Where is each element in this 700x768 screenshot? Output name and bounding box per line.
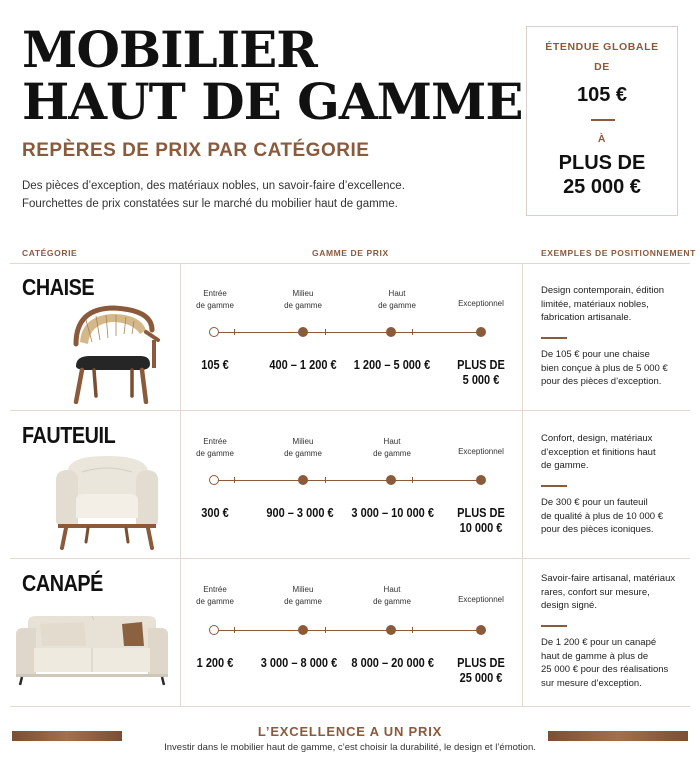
scale-tick [412,627,413,633]
scale-dot-entry [209,625,219,635]
range-min: 105 € [576,84,628,106]
armchair-icon [52,452,162,550]
intro-line-2: Fourchettes de prix constatées sur le marché du mobilier haut de gamme. [22,198,398,210]
intro-line-1: Des pièces d’exception, des matériaux nobles, un savoir-faire d’excellence. [22,180,405,192]
level-label-mid: Milieu de gamme [284,437,322,458]
category-name: FAUTEUIL [22,422,116,448]
scale-dot-high [386,475,396,485]
header-range: GAMME DE PRIX [312,248,389,258]
price-entry: 105 € [201,358,229,372]
chair-icon [62,304,162,404]
title-line-2: HAUT DE GAMME [22,72,523,131]
scale-tick [412,477,413,483]
sofa-icon [12,612,172,686]
price-high: 1 200 – 5 000 € [353,358,431,372]
example-separator [541,625,567,627]
scale-dot-exceptional [476,327,486,337]
title-line-1: MOBILIER [22,20,317,79]
price-entry: 300 € [201,506,229,520]
category-row-chaise [0,264,700,412]
intro-text [22,177,442,213]
range-max-line-2: 25 000 € [563,176,641,198]
example-price-range: De 105 € pour une chaise bien conçue à plus de 5 000 € pour des pièces d’exception. [541,349,668,387]
level-label-high: Haut de gamme [378,289,416,310]
category-row-fauteuil [0,412,700,560]
category-row-canape [0,560,700,708]
scale-tick [325,477,326,483]
level-label-high: Haut de gamme [373,585,411,606]
level-label-entry: Entrée de gamme [196,585,234,606]
category-name: CHAISE [22,274,95,300]
global-range-box [526,26,678,216]
scale-tick [234,477,235,483]
example-price-range: De 300 € pour un fauteuil de qualité à plus de 10 000 € pour des pièces iconiques. [541,497,664,535]
scale-dot-mid [298,327,308,337]
range-to: À [597,133,607,145]
range-max-line-1: PLUS DE [558,152,646,174]
example-price-range: De 1 200 € pour un canapé haut de gamme à plus de 25 000 € pour des réalisations sur mesure d’exception. [541,637,669,689]
example-separator [541,337,567,339]
level-label-exceptional: Exceptionnel [458,447,504,456]
range-caption-1: ÉTENDUE GLOBALE [545,41,659,53]
scale-dot-high [386,327,396,337]
price-high: 8 000 – 20 000 € [351,656,434,670]
footer-text: Investir dans le mobilier haut de gamme, c’est choisir la durabilité, le design et l’émotion. [164,742,536,753]
scale-dot-mid [298,625,308,635]
footer-title: L’EXCELLENCE A UN PRIX [257,724,443,739]
level-label-entry: Entrée de gamme [196,437,234,458]
example-separator [541,485,567,487]
price-exceptional: PLUS DE 10 000 € [457,506,505,535]
scale-tick [325,329,326,335]
level-label-mid: Milieu de gamme [284,585,322,606]
price-scale-line [214,480,482,481]
page-subtitle: REPÈRES DE PRIX PAR CATÉGORIE [22,140,370,161]
range-divider [591,119,615,121]
price-exceptional: PLUS DE 25 000 € [457,656,505,685]
level-label-high: Haut de gamme [373,437,411,458]
range-caption-2: DE [594,61,610,73]
scale-dot-mid [298,475,308,485]
scale-tick [325,627,326,633]
scale-dot-entry [209,327,219,337]
price-mid: 900 – 3 000 € [266,506,334,520]
header-examples: EXEMPLES DE POSITIONNEMENT [541,248,696,258]
scale-tick [412,329,413,335]
header-category: CATÉGORIE [22,248,78,258]
example-description: Confort, design, matériaux d’exception et finitions haut de gamme. [541,433,656,471]
level-label-mid: Milieu de gamme [284,289,322,310]
price-scale-line [214,630,482,631]
level-label-entry: Entrée de gamme [196,289,234,310]
category-name: CANAPÉ [22,570,103,596]
scale-dot-exceptional [476,475,486,485]
example-description: Design contemporain, édition limitée, matériaux nobles, fabrication artisanale. [541,285,665,323]
price-exceptional: PLUS DE 5 000 € [457,358,505,387]
price-scale-line [214,332,482,333]
price-mid: 3 000 – 8 000 € [260,656,338,670]
price-entry: 1 200 € [196,656,234,670]
example-description: Savoir-faire artisanal, matériaux rares, confort sur mesure, design signé. [541,573,676,611]
level-label-exceptional: Exceptionnel [458,595,504,604]
price-mid: 400 – 1 200 € [269,358,337,372]
level-label-exceptional: Exceptionnel [458,299,504,308]
scale-dot-exceptional [476,625,486,635]
scale-tick [234,627,235,633]
page-title [22,20,523,131]
scale-dot-high [386,625,396,635]
scale-dot-entry [209,475,219,485]
scale-tick [234,329,235,335]
price-high: 3 000 – 10 000 € [351,506,434,520]
